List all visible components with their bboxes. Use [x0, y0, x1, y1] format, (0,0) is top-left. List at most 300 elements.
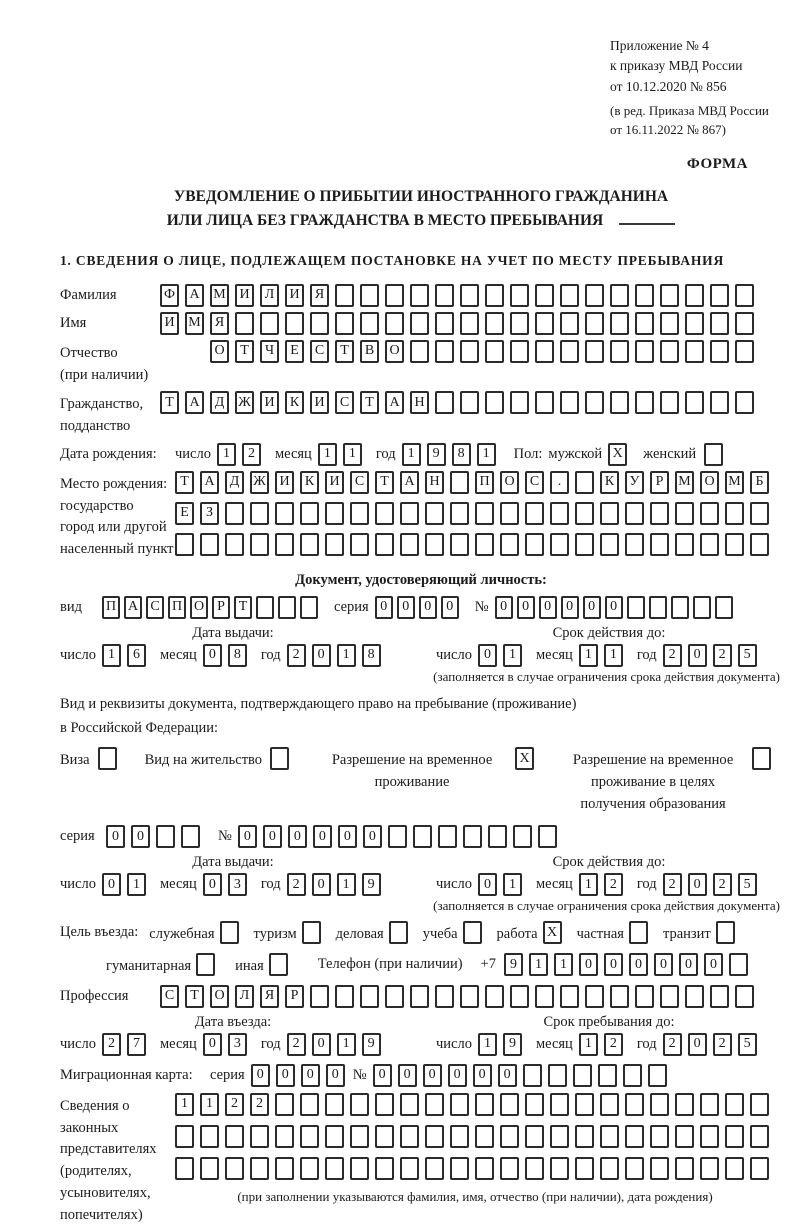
form-cell[interactable]	[625, 1125, 644, 1148]
form-cell[interactable]: 0	[448, 1064, 467, 1087]
form-cell[interactable]: П	[102, 596, 120, 619]
form-cell[interactable]	[156, 825, 175, 848]
form-cell[interactable]	[625, 502, 644, 525]
form-cell[interactable]	[535, 340, 554, 363]
form-cell[interactable]	[488, 825, 507, 848]
purpose-tourism-checkbox[interactable]	[302, 921, 321, 944]
form-cell[interactable]	[300, 1125, 319, 1148]
form-cell[interactable]: 2	[663, 644, 682, 667]
form-cell[interactable]	[460, 312, 479, 335]
form-cell[interactable]: 8	[228, 644, 247, 667]
form-cell[interactable]: 0	[679, 953, 698, 976]
form-cell[interactable]: 2	[287, 873, 306, 896]
form-cell[interactable]	[300, 1157, 319, 1180]
form-cell[interactable]: 0	[423, 1064, 442, 1087]
form-cell[interactable]	[275, 1125, 294, 1148]
form-cell[interactable]	[260, 312, 279, 335]
form-cell[interactable]: Р	[650, 471, 669, 494]
form-cell[interactable]: В	[360, 340, 379, 363]
form-cell[interactable]	[200, 1157, 219, 1180]
form-cell[interactable]: 0	[579, 953, 598, 976]
form-cell[interactable]: И	[310, 391, 329, 414]
form-cell[interactable]	[660, 340, 679, 363]
form-cell[interactable]	[575, 1125, 594, 1148]
form-cell[interactable]	[500, 1157, 519, 1180]
form-cell[interactable]	[610, 391, 629, 414]
form-cell[interactable]: О	[190, 596, 208, 619]
form-cell[interactable]: 0	[478, 644, 497, 667]
form-cell[interactable]	[360, 985, 379, 1008]
form-cell[interactable]	[275, 533, 294, 556]
form-cell[interactable]	[750, 533, 769, 556]
form-cell[interactable]	[375, 502, 394, 525]
form-cell[interactable]	[735, 340, 754, 363]
form-cell[interactable]: 2	[663, 873, 682, 896]
form-cell[interactable]: 7	[127, 1033, 146, 1056]
form-cell[interactable]	[435, 284, 454, 307]
form-cell[interactable]: 0	[495, 596, 513, 619]
form-cell[interactable]: 5	[738, 873, 757, 896]
form-cell[interactable]: 0	[629, 953, 648, 976]
form-cell[interactable]	[660, 312, 679, 335]
form-cell[interactable]	[575, 471, 594, 494]
form-cell[interactable]: О	[210, 340, 229, 363]
form-cell[interactable]: 1	[402, 443, 421, 466]
form-cell[interactable]: 0	[419, 596, 437, 619]
form-cell[interactable]	[660, 391, 679, 414]
form-cell[interactable]	[635, 340, 654, 363]
form-cell[interactable]	[435, 391, 454, 414]
form-cell[interactable]	[225, 1157, 244, 1180]
form-cell[interactable]: М	[725, 471, 744, 494]
form-cell[interactable]: 0	[441, 596, 459, 619]
form-cell[interactable]	[335, 284, 354, 307]
form-cell[interactable]: 0	[312, 1033, 331, 1056]
form-cell[interactable]	[710, 391, 729, 414]
form-cell[interactable]	[460, 391, 479, 414]
form-cell[interactable]	[360, 284, 379, 307]
form-cell[interactable]: 1	[217, 443, 236, 466]
form-cell[interactable]: О	[210, 985, 229, 1008]
form-cell[interactable]	[550, 533, 569, 556]
form-cell[interactable]	[375, 1157, 394, 1180]
form-cell[interactable]	[525, 1093, 544, 1116]
form-cell[interactable]	[510, 985, 529, 1008]
form-cell[interactable]	[175, 1125, 194, 1148]
form-cell[interactable]: 1	[554, 953, 573, 976]
form-cell[interactable]: Д	[210, 391, 229, 414]
form-cell[interactable]	[510, 312, 529, 335]
form-cell[interactable]: С	[146, 596, 164, 619]
form-cell[interactable]	[693, 596, 711, 619]
form-cell[interactable]: 8	[452, 443, 471, 466]
form-cell[interactable]	[510, 391, 529, 414]
form-cell[interactable]: 6	[127, 644, 146, 667]
purpose-work-checkbox[interactable]: X	[543, 921, 562, 944]
form-cell[interactable]: О	[385, 340, 404, 363]
form-cell[interactable]: Т	[234, 596, 252, 619]
form-cell[interactable]	[635, 391, 654, 414]
form-cell[interactable]	[600, 1093, 619, 1116]
form-cell[interactable]	[710, 985, 729, 1008]
form-cell[interactable]	[485, 985, 504, 1008]
form-cell[interactable]: 1	[200, 1093, 219, 1116]
form-cell[interactable]	[275, 1157, 294, 1180]
form-cell[interactable]	[560, 312, 579, 335]
form-cell[interactable]: С	[335, 391, 354, 414]
form-cell[interactable]: 0	[561, 596, 579, 619]
form-cell[interactable]	[275, 502, 294, 525]
form-cell[interactable]	[535, 312, 554, 335]
temp-residence-checkbox[interactable]: X	[515, 747, 534, 770]
form-cell[interactable]	[600, 502, 619, 525]
form-cell[interactable]: 2	[604, 1033, 623, 1056]
form-cell[interactable]	[475, 502, 494, 525]
form-cell[interactable]	[750, 1157, 769, 1180]
form-cell[interactable]	[410, 985, 429, 1008]
purpose-business-checkbox[interactable]	[389, 921, 408, 944]
form-cell[interactable]	[685, 391, 704, 414]
form-cell[interactable]: 1	[127, 873, 146, 896]
purpose-transit-checkbox[interactable]	[716, 921, 735, 944]
form-cell[interactable]	[585, 284, 604, 307]
form-cell[interactable]	[725, 1125, 744, 1148]
form-cell[interactable]	[725, 1157, 744, 1180]
form-cell[interactable]	[250, 1125, 269, 1148]
form-cell[interactable]: 0	[498, 1064, 517, 1087]
form-cell[interactable]: 1	[579, 644, 598, 667]
form-cell[interactable]: 5	[738, 644, 757, 667]
form-cell[interactable]: Л	[235, 985, 254, 1008]
form-cell[interactable]	[623, 1064, 642, 1087]
form-cell[interactable]	[278, 596, 296, 619]
form-cell[interactable]: 2	[663, 1033, 682, 1056]
form-cell[interactable]	[671, 596, 689, 619]
form-cell[interactable]	[700, 1157, 719, 1180]
form-cell[interactable]	[548, 1064, 567, 1087]
form-cell[interactable]	[360, 312, 379, 335]
form-cell[interactable]: 2	[102, 1033, 121, 1056]
form-cell[interactable]: И	[235, 284, 254, 307]
form-cell[interactable]: 0	[203, 1033, 222, 1056]
form-cell[interactable]: 2	[604, 873, 623, 896]
form-cell[interactable]: Ф	[160, 284, 179, 307]
form-cell[interactable]	[325, 1093, 344, 1116]
form-cell[interactable]	[375, 1093, 394, 1116]
form-cell[interactable]	[627, 596, 645, 619]
form-cell[interactable]: 0	[375, 596, 393, 619]
form-cell[interactable]: С	[310, 340, 329, 363]
form-cell[interactable]: 9	[427, 443, 446, 466]
form-cell[interactable]	[500, 502, 519, 525]
form-cell[interactable]	[460, 985, 479, 1008]
form-cell[interactable]: 0	[338, 825, 357, 848]
form-cell[interactable]: А	[185, 391, 204, 414]
form-cell[interactable]	[385, 985, 404, 1008]
form-cell[interactable]	[450, 471, 469, 494]
form-cell[interactable]	[500, 1125, 519, 1148]
form-cell[interactable]: И	[325, 471, 344, 494]
form-cell[interactable]	[700, 502, 719, 525]
form-cell[interactable]	[300, 596, 318, 619]
form-cell[interactable]: 0	[251, 1064, 270, 1087]
form-cell[interactable]	[648, 1064, 667, 1087]
form-cell[interactable]	[450, 1093, 469, 1116]
form-cell[interactable]	[450, 1125, 469, 1148]
form-cell[interactable]: М	[185, 312, 204, 335]
form-cell[interactable]: 0	[203, 873, 222, 896]
form-cell[interactable]: Е	[175, 502, 194, 525]
form-cell[interactable]	[400, 1125, 419, 1148]
form-cell[interactable]	[625, 1093, 644, 1116]
female-checkbox[interactable]	[704, 443, 723, 466]
form-cell[interactable]	[635, 284, 654, 307]
form-cell[interactable]	[460, 284, 479, 307]
form-cell[interactable]: 0	[102, 873, 121, 896]
form-cell[interactable]	[400, 1093, 419, 1116]
form-cell[interactable]: А	[200, 471, 219, 494]
purpose-study-checkbox[interactable]	[463, 921, 482, 944]
purpose-official-checkbox[interactable]	[220, 921, 239, 944]
form-cell[interactable]	[535, 391, 554, 414]
form-cell[interactable]	[235, 312, 254, 335]
form-cell[interactable]: М	[210, 284, 229, 307]
form-cell[interactable]	[675, 1125, 694, 1148]
form-cell[interactable]	[650, 1157, 669, 1180]
form-cell[interactable]: 1	[503, 873, 522, 896]
form-cell[interactable]	[413, 825, 432, 848]
form-cell[interactable]	[325, 502, 344, 525]
form-cell[interactable]	[225, 502, 244, 525]
form-cell[interactable]	[550, 1093, 569, 1116]
form-cell[interactable]	[560, 284, 579, 307]
form-cell[interactable]	[725, 1093, 744, 1116]
form-cell[interactable]: 0	[604, 953, 623, 976]
form-cell[interactable]: 8	[362, 644, 381, 667]
form-cell[interactable]	[610, 985, 629, 1008]
form-cell[interactable]	[535, 985, 554, 1008]
form-cell[interactable]	[400, 533, 419, 556]
form-cell[interactable]	[500, 1093, 519, 1116]
form-cell[interactable]: 2	[713, 1033, 732, 1056]
form-cell[interactable]	[450, 1157, 469, 1180]
form-cell[interactable]: 0	[288, 825, 307, 848]
form-cell[interactable]	[525, 1125, 544, 1148]
form-cell[interactable]	[435, 985, 454, 1008]
form-cell[interactable]: 0	[363, 825, 382, 848]
form-cell[interactable]: 1	[318, 443, 337, 466]
form-cell[interactable]	[550, 1125, 569, 1148]
form-cell[interactable]	[700, 533, 719, 556]
form-cell[interactable]: А	[385, 391, 404, 414]
form-cell[interactable]	[250, 1157, 269, 1180]
form-cell[interactable]: 0	[326, 1064, 345, 1087]
form-cell[interactable]	[675, 502, 694, 525]
form-cell[interactable]	[385, 312, 404, 335]
form-cell[interactable]	[750, 502, 769, 525]
form-cell[interactable]	[325, 533, 344, 556]
form-cell[interactable]	[729, 953, 748, 976]
form-cell[interactable]	[525, 1157, 544, 1180]
form-cell[interactable]	[485, 340, 504, 363]
form-cell[interactable]	[650, 502, 669, 525]
form-cell[interactable]	[410, 340, 429, 363]
form-cell[interactable]	[400, 1157, 419, 1180]
form-cell[interactable]	[350, 1093, 369, 1116]
form-cell[interactable]	[310, 312, 329, 335]
form-cell[interactable]: У	[625, 471, 644, 494]
form-cell[interactable]	[585, 391, 604, 414]
form-cell[interactable]: 1	[478, 1033, 497, 1056]
form-cell[interactable]: 9	[504, 953, 523, 976]
form-cell[interactable]	[450, 502, 469, 525]
form-cell[interactable]	[388, 825, 407, 848]
form-cell[interactable]	[600, 1157, 619, 1180]
form-cell[interactable]: 0	[106, 825, 125, 848]
form-cell[interactable]	[400, 502, 419, 525]
form-cell[interactable]	[485, 284, 504, 307]
form-cell[interactable]: Т	[360, 391, 379, 414]
form-cell[interactable]: А	[185, 284, 204, 307]
form-cell[interactable]	[550, 502, 569, 525]
form-cell[interactable]	[300, 502, 319, 525]
form-cell[interactable]	[425, 1125, 444, 1148]
form-cell[interactable]	[750, 1093, 769, 1116]
form-cell[interactable]	[575, 1093, 594, 1116]
form-cell[interactable]: И	[285, 284, 304, 307]
form-cell[interactable]: Д	[225, 471, 244, 494]
form-cell[interactable]: 0	[688, 873, 707, 896]
form-cell[interactable]	[175, 1157, 194, 1180]
form-cell[interactable]: 1	[175, 1093, 194, 1116]
form-cell[interactable]	[710, 284, 729, 307]
temp-residence-education-checkbox[interactable]	[752, 747, 771, 770]
form-cell[interactable]: 0	[704, 953, 723, 976]
male-checkbox[interactable]: X	[608, 443, 627, 466]
form-cell[interactable]	[350, 1125, 369, 1148]
form-cell[interactable]: А	[400, 471, 419, 494]
form-cell[interactable]	[460, 340, 479, 363]
form-cell[interactable]: 0	[654, 953, 673, 976]
form-cell[interactable]: 1	[529, 953, 548, 976]
form-cell[interactable]	[700, 1093, 719, 1116]
form-cell[interactable]	[256, 596, 274, 619]
form-cell[interactable]	[538, 825, 557, 848]
form-cell[interactable]	[573, 1064, 592, 1087]
form-cell[interactable]: 0	[605, 596, 623, 619]
form-cell[interactable]	[625, 1157, 644, 1180]
form-cell[interactable]	[650, 533, 669, 556]
form-cell[interactable]: И	[275, 471, 294, 494]
form-cell[interactable]: 0	[688, 1033, 707, 1056]
form-cell[interactable]	[250, 502, 269, 525]
form-cell[interactable]: 2	[713, 873, 732, 896]
form-cell[interactable]	[435, 312, 454, 335]
form-cell[interactable]: О	[500, 471, 519, 494]
form-cell[interactable]: 3	[228, 1033, 247, 1056]
form-cell[interactable]: Я	[210, 312, 229, 335]
form-cell[interactable]	[710, 312, 729, 335]
form-cell[interactable]: 0	[276, 1064, 295, 1087]
form-cell[interactable]: 0	[539, 596, 557, 619]
form-cell[interactable]: 2	[713, 644, 732, 667]
form-cell[interactable]	[375, 1125, 394, 1148]
form-cell[interactable]	[325, 1157, 344, 1180]
form-cell[interactable]	[660, 284, 679, 307]
form-cell[interactable]	[635, 985, 654, 1008]
form-cell[interactable]	[725, 533, 744, 556]
form-cell[interactable]: 0	[312, 873, 331, 896]
purpose-humanitarian-checkbox[interactable]	[196, 953, 215, 976]
form-cell[interactable]	[485, 391, 504, 414]
form-cell[interactable]	[300, 533, 319, 556]
form-cell[interactable]	[560, 391, 579, 414]
form-cell[interactable]	[585, 985, 604, 1008]
form-cell[interactable]: З	[200, 502, 219, 525]
form-cell[interactable]: 1	[102, 644, 121, 667]
form-cell[interactable]	[375, 533, 394, 556]
form-cell[interactable]: 1	[343, 443, 362, 466]
form-cell[interactable]	[725, 502, 744, 525]
form-cell[interactable]	[700, 1125, 719, 1148]
form-cell[interactable]	[625, 533, 644, 556]
form-cell[interactable]: С	[350, 471, 369, 494]
form-cell[interactable]	[575, 502, 594, 525]
form-cell[interactable]: П	[168, 596, 186, 619]
form-cell[interactable]	[410, 312, 429, 335]
form-cell[interactable]	[175, 533, 194, 556]
form-cell[interactable]: 0	[398, 1064, 417, 1087]
form-cell[interactable]	[685, 985, 704, 1008]
form-cell[interactable]	[425, 502, 444, 525]
form-cell[interactable]	[225, 533, 244, 556]
form-cell[interactable]	[425, 533, 444, 556]
form-cell[interactable]	[250, 533, 269, 556]
form-cell[interactable]	[685, 284, 704, 307]
form-cell[interactable]	[225, 1125, 244, 1148]
form-cell[interactable]	[475, 1093, 494, 1116]
form-cell[interactable]	[435, 340, 454, 363]
form-cell[interactable]	[600, 1125, 619, 1148]
form-cell[interactable]	[735, 312, 754, 335]
form-cell[interactable]: 2	[287, 644, 306, 667]
form-cell[interactable]	[610, 312, 629, 335]
form-cell[interactable]: 0	[238, 825, 257, 848]
form-cell[interactable]: 1	[579, 1033, 598, 1056]
form-cell[interactable]	[475, 1157, 494, 1180]
form-cell[interactable]: Б	[750, 471, 769, 494]
purpose-private-checkbox[interactable]	[629, 921, 648, 944]
form-cell[interactable]: 0	[688, 644, 707, 667]
form-cell[interactable]	[710, 340, 729, 363]
form-cell[interactable]	[575, 1157, 594, 1180]
visa-checkbox[interactable]	[98, 747, 117, 770]
form-cell[interactable]: 9	[362, 1033, 381, 1056]
form-cell[interactable]: С	[525, 471, 544, 494]
form-cell[interactable]: 0	[517, 596, 535, 619]
form-cell[interactable]	[475, 533, 494, 556]
form-cell[interactable]	[650, 1125, 669, 1148]
form-cell[interactable]	[735, 391, 754, 414]
form-cell[interactable]: М	[675, 471, 694, 494]
form-cell[interactable]: 0	[473, 1064, 492, 1087]
form-cell[interactable]	[585, 340, 604, 363]
form-cell[interactable]	[385, 284, 404, 307]
form-cell[interactable]: 0	[373, 1064, 392, 1087]
form-cell[interactable]: Т	[160, 391, 179, 414]
form-cell[interactable]	[649, 596, 667, 619]
form-cell[interactable]	[675, 533, 694, 556]
